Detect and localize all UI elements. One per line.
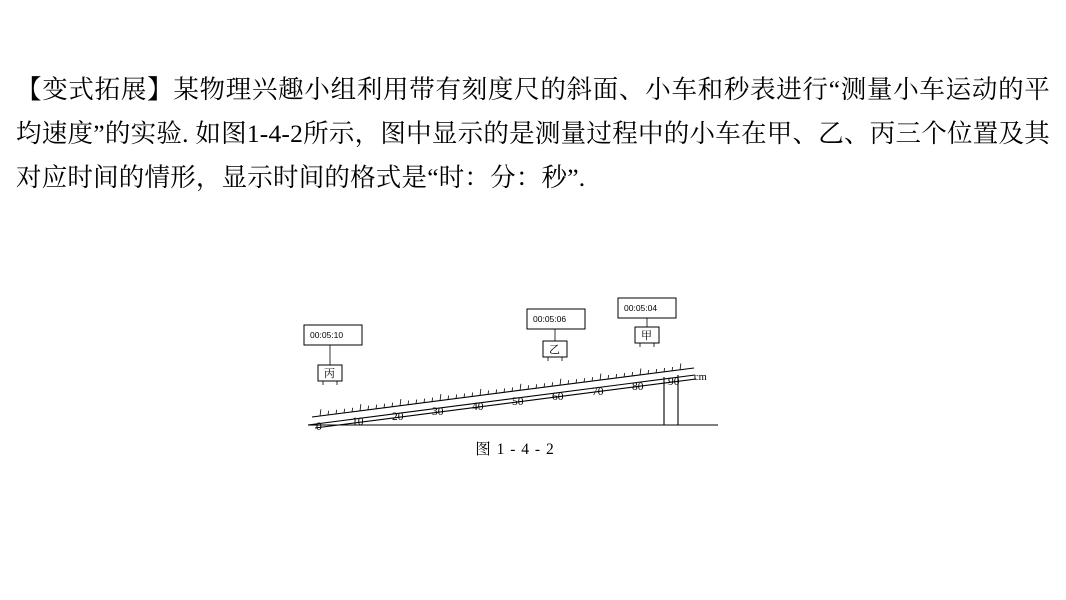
ruler-tick-0: 0 [316,421,322,433]
question-body [16,68,1050,200]
timer-bing-value: 00:05:10 [310,330,344,340]
question-body-text: 某物理兴趣小组利用带有刻度尺的斜面、小车和秒表进行“测量小车运动的平均速度”的实验. 如图1-4-2所示，图中显示的是测量过程中的小车在甲、乙、丙三个位置及其对应时间的情形，显示时间的格式是“时：分：秒”. [16,75,1051,192]
timer-jia-value: 00:05:04 [624,303,658,313]
ruler-unit-label: cm [694,372,707,383]
timer-yi-value: 00:05:06 [533,314,567,324]
timer-bing [304,325,362,365]
ruler-tick-50: 50 [512,396,524,408]
car-jia-label: 甲 [641,330,652,342]
ruler-tick-40: 40 [472,401,484,413]
question-paragraph [16,68,1050,200]
car-yi-label: 乙 [549,344,560,356]
timer-yi [527,309,585,341]
figure-caption: 图 1 - 4 - 2 [475,441,555,458]
car-bing [318,365,342,385]
ruler-ticks [320,363,681,416]
ruler-tick-90: 90 [668,376,680,388]
car-yi [543,341,567,361]
car-jia [635,327,659,347]
ruler-tick-70: 70 [592,386,604,398]
ruler-tick-30: 30 [432,406,444,418]
car-bing-label: 丙 [324,368,335,380]
timer-jia [618,298,676,327]
ruler-tick-60: 60 [552,391,564,403]
ruler-tick-10: 10 [352,416,364,428]
question-tag: 【变式拓展】 [16,75,174,104]
ruler-tick-80: 80 [632,381,644,393]
ruler-tick-20: 20 [392,411,404,423]
